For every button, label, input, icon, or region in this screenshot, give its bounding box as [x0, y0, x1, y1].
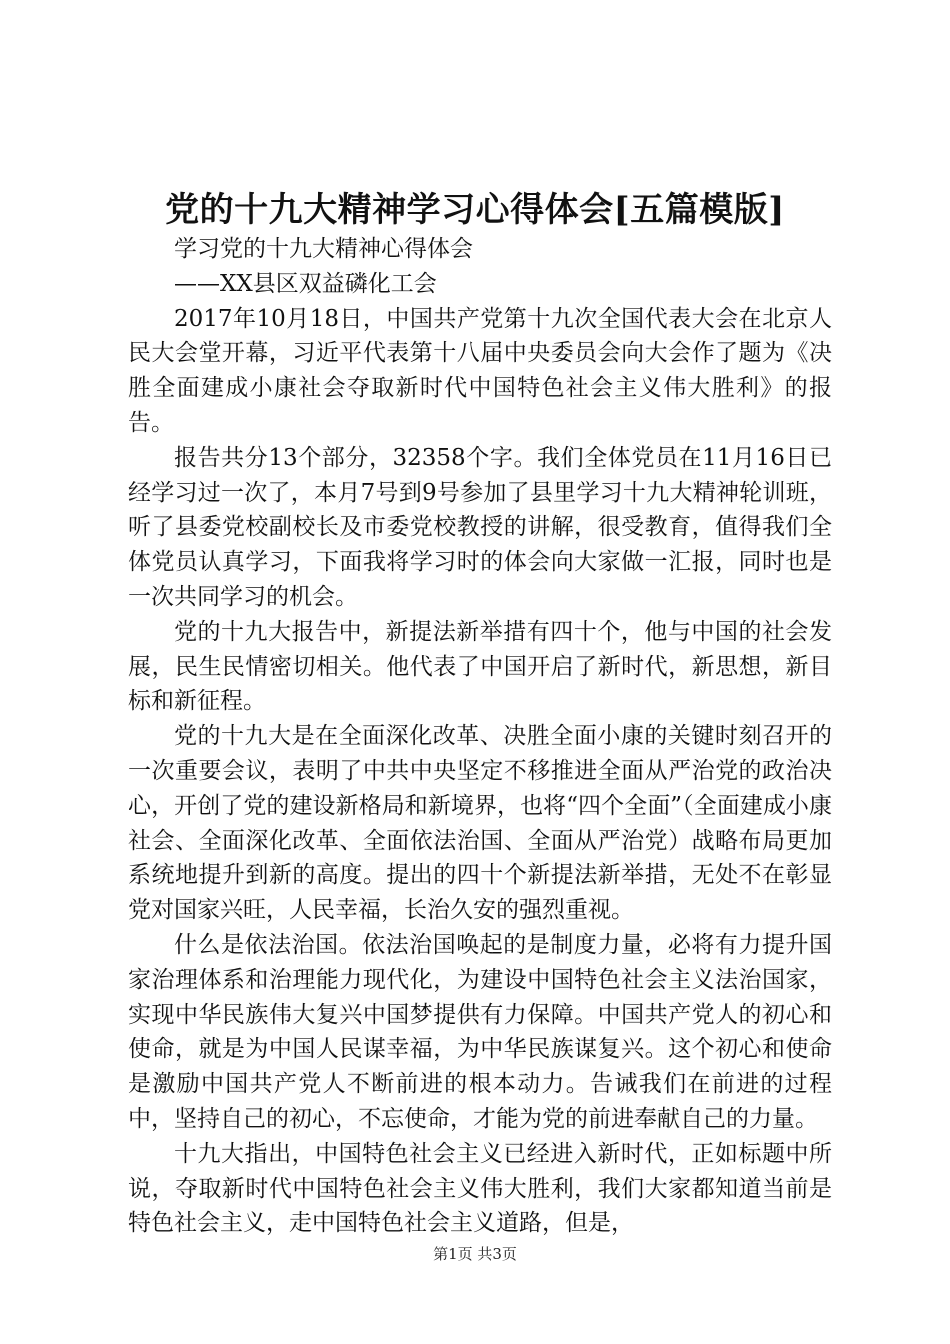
page-footer: 第1页 共3页: [433, 1245, 517, 1263]
document-subtitle: 学习党的十九大精神心得体会: [174, 236, 473, 262]
body-paragraph: 党的十九大是在全面深化改革、决胜全面小康的关键时刻召开的一次重要会议，表明了中共中央坚定不移推进全面从严治党的政治决心，开创了党的建设新格局和新境界，也将“四个全面”（全面建成小康社会、全面深化改革、全面依法治国、全面从严治党）战略布局更加系统地提升到新的高度。提出的四十个新提法新举措，无处不在彰显党对国家兴旺，人民幸福，长治久安的强烈重视。: [128, 723, 832, 924]
body-paragraph: 报告共分13个部分，32358个字。我们全体党员在11月16日已经学习过一次了，本月7号到9号参加了县里学习十九大精神轮训班，听了县委党校副校长及市委党校教授的讲解，很受教育，值得我们全体党员认真学习，下面我将学习时的体会向大家做一汇报，同时也是一次共同学习的机会。: [128, 444, 832, 610]
document-body: [128, 232, 832, 1241]
body-paragraph: 党的十九大报告中，新提法新举措有四十个，他与中国的社会发展，民生民情密切相关。他代表了中国开启了新时代，新思想，新目标和新征程。: [128, 618, 832, 715]
body-paragraph: 十九大指出，中国特色社会主义已经进入新时代，正如标题中所说，夺取新时代中国特色社会主义伟大胜利，我们大家都知道当前是特色社会主义，走中国特色社会主义道路，但是，: [128, 1140, 832, 1237]
document-title: 党的十九大精神学习心得体会[五篇模版]: [165, 190, 785, 230]
body-paragraph: 2017年10月18日，中国共产党第十九次全国代表大会在北京人民大会堂开幕，习近平代表第十八届中央委员会向大会作了题为《决胜全面建成小康社会夺取新时代中国特色社会主义伟大胜利》的报告。: [128, 305, 832, 436]
document-author-line: ——XX县区双益磷化工会: [174, 270, 437, 297]
body-paragraph: 什么是依法治国。依法治国唤起的是制度力量，必将有力提升国家治理体系和治理能力现代化，为建设中国特色社会主义法治国家，实现中华民族伟大复兴中国梦提供有力保障。中国共产党人的初心和使命，就是为中国人民谋幸福，为中华民族谋复兴。这个初心和使命是激励中国共产党人不断前进的根本动力。告诫我们在前进的过程中，坚持自己的初心，不忘使命，才能为党的前进奉献自己的力量。: [128, 931, 832, 1132]
